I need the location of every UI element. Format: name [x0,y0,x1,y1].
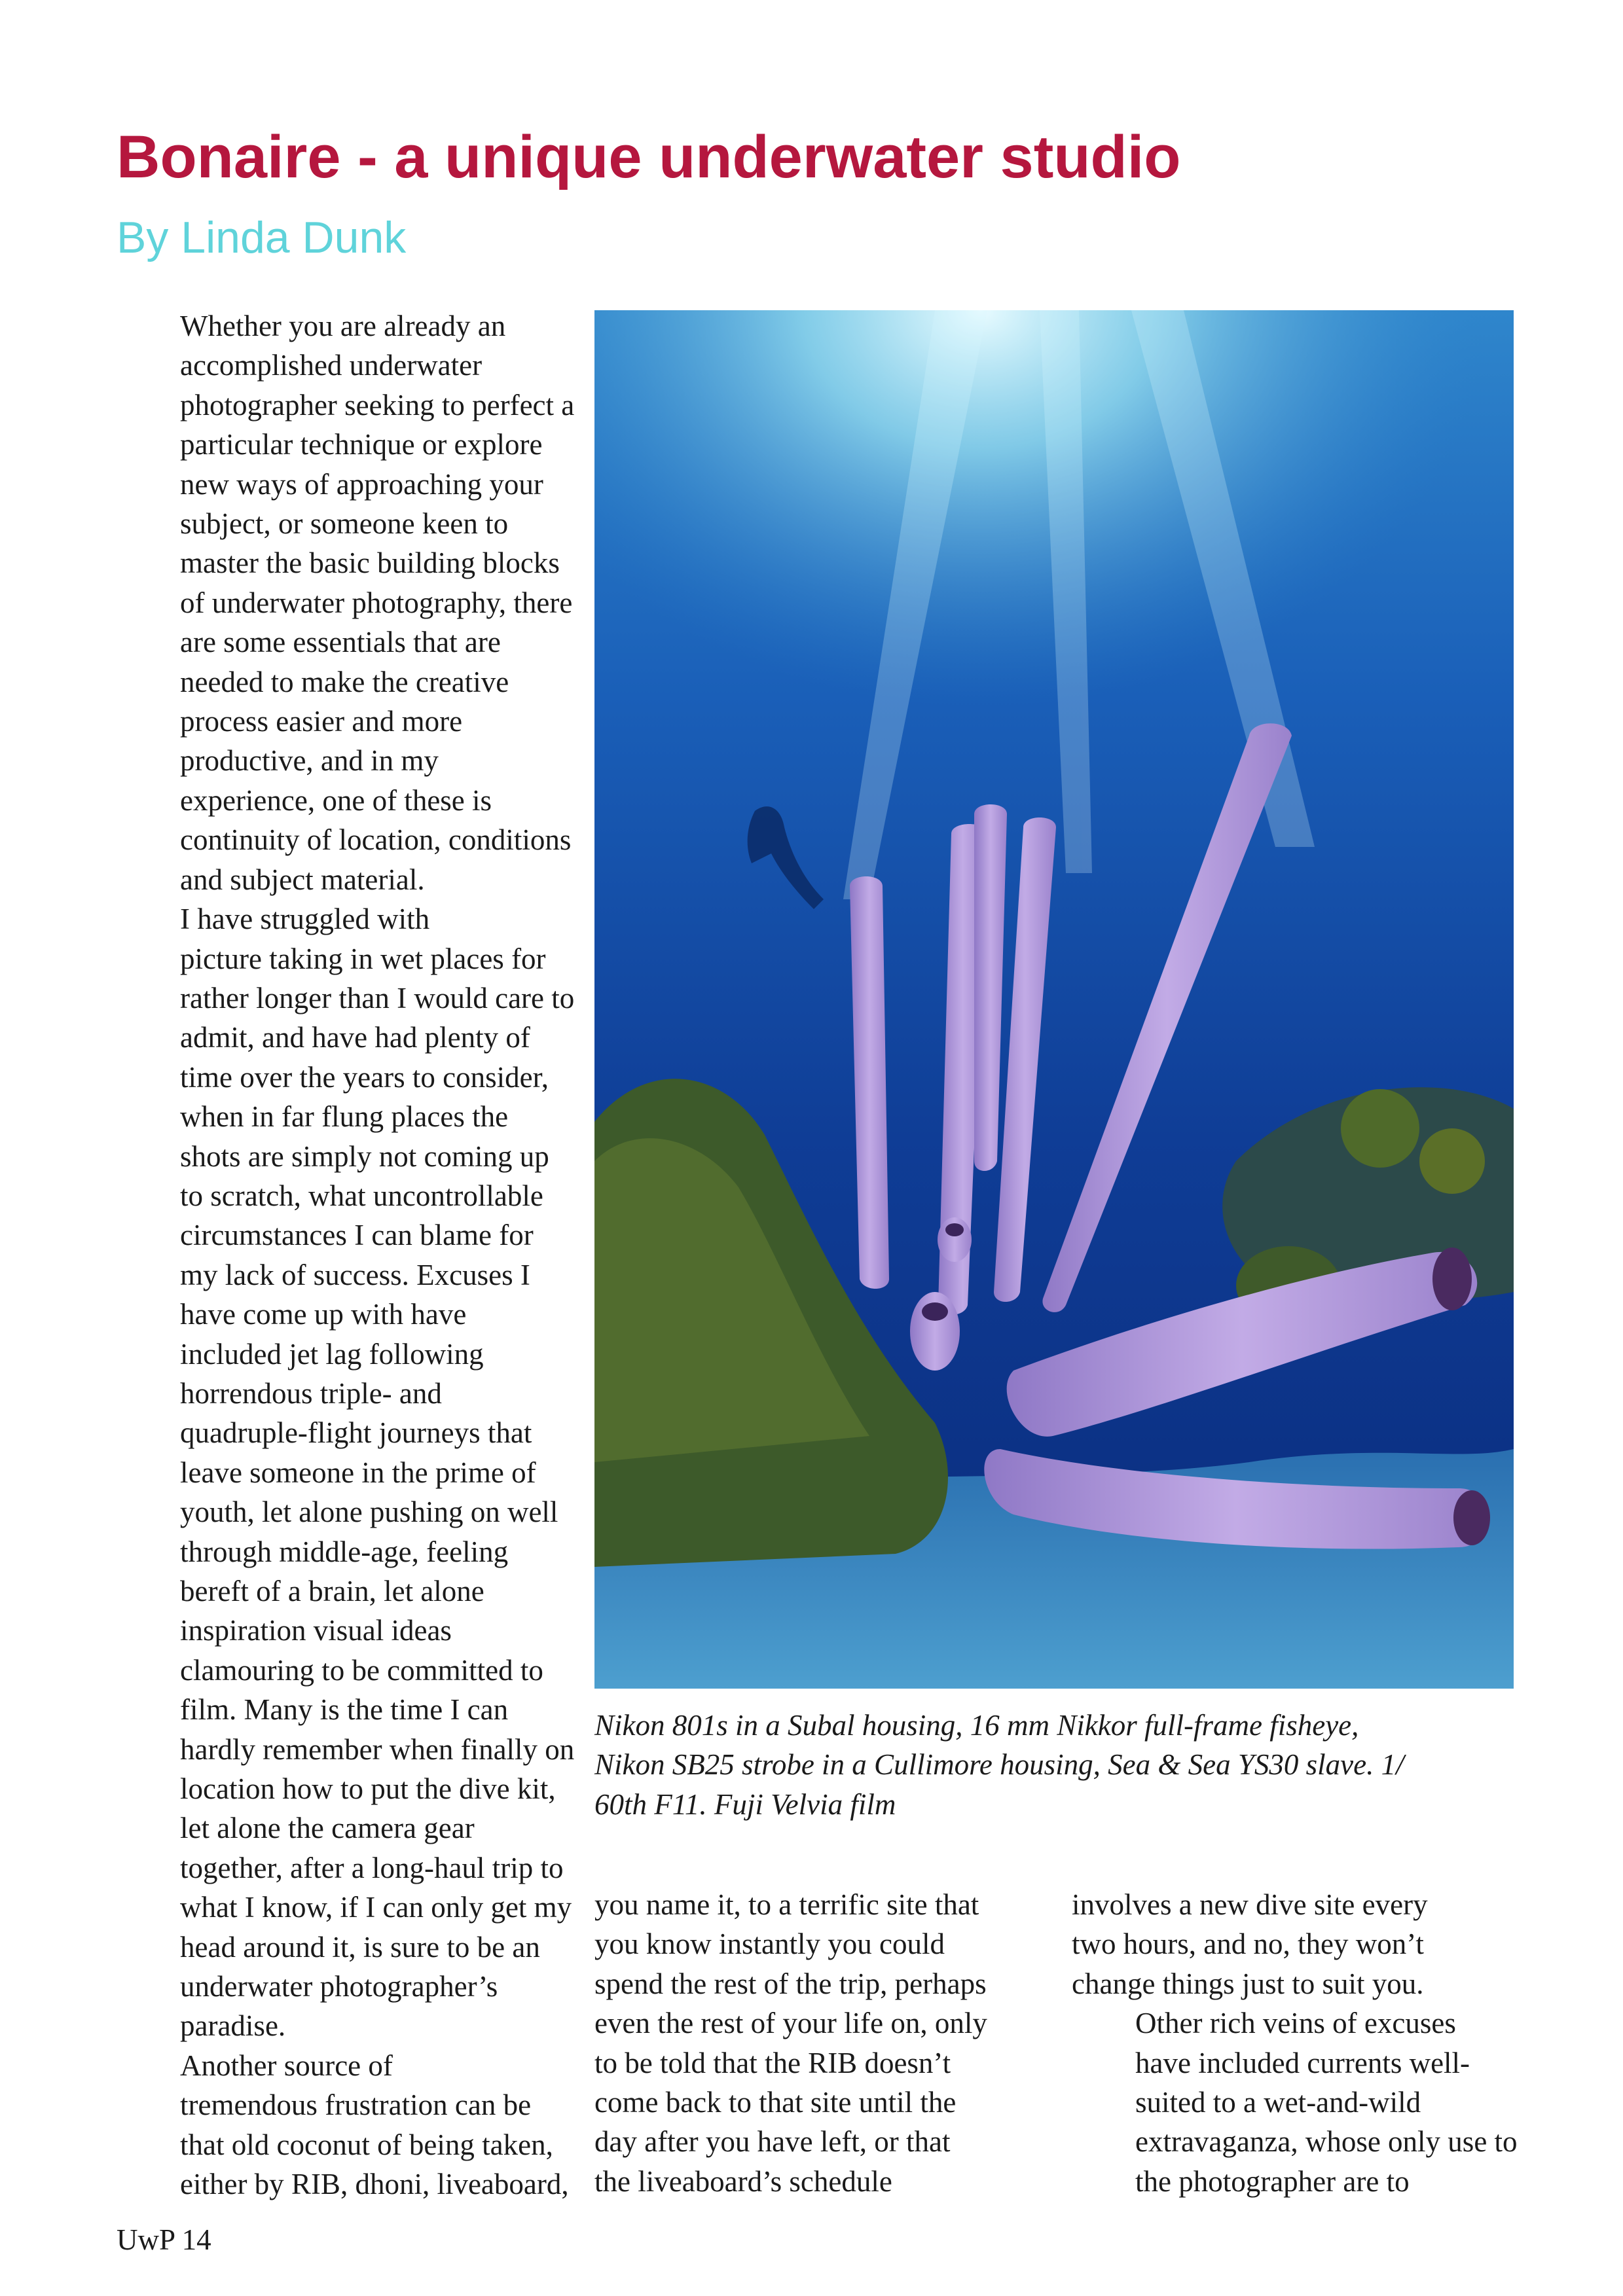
body-column-1 [117,306,575,2204]
text-line: change things just to suit you. [1072,1967,1424,2000]
paragraph-3 [117,2046,568,2204]
paragraph-3-continued [594,1885,1046,2201]
paragraph-2 [117,899,575,2046]
text-line: extravaganza, whose only use to [1135,2125,1518,2159]
photo-caption [594,1706,1514,1824]
article-title: Bonaire - a unique underwater studio [117,124,1181,190]
text-line: inspiration visual ideas [180,1614,452,1647]
text-line: Other rich veins of excuses [1135,2007,1456,2040]
text-line: two hours, and no, they won’t [1072,1928,1424,1961]
text-line: underwater photographer’s [180,1970,498,2003]
sponge-reef-photo [594,310,1514,1689]
text-line: suited to a wet-and-wild [1135,2086,1421,2119]
paragraph-3-end [1072,1885,1523,2003]
text-line: involves a new dive site every [1072,1888,1428,1921]
text-line: bereft of a brain, let alone [180,1575,484,1607]
text-line: new ways of approaching your [180,467,543,501]
text-line: even the rest of your life on, only [594,2007,987,2040]
text-line: photographer seeking to perfect a [180,388,575,422]
text-line: day after you have left, or that [594,2125,951,2159]
text-line: paradise. [180,2009,286,2043]
text-line: process easier and more [180,705,463,738]
text-line: Another source of [180,2049,393,2082]
text-line: my lack of success. Excuses I [180,1258,530,1291]
text-line: picture taking in wet places for [180,942,546,975]
text-line: to be told that the RIB doesn’t [594,2046,951,2079]
text-line: horrendous triple- and [180,1376,442,1410]
text-line: quadruple-flight journeys that [180,1416,532,1450]
paragraph-1 [117,306,575,899]
text-line: I have struggled with [180,903,430,936]
text-line: particular technique or explore [180,428,543,461]
article-byline: By Linda Dunk [117,213,407,262]
text-line: continuity of location, conditions [180,823,572,857]
text-line: and subject material. [180,863,425,896]
text-line: either by RIB, dhoni, liveaboard, [180,2168,569,2201]
text-line: location how to put the dive kit, [180,1772,556,1806]
text-line: have come up with have [180,1298,467,1331]
text-line: shots are simply not coming up [180,1139,549,1173]
body-column-3 [1072,1885,1523,2201]
text-line: rather longer than I would care to [180,981,575,1014]
text-line: the photographer are to [1135,2164,1410,2198]
text-line: the liveaboard’s schedule [594,2164,892,2198]
text-line: Nikon 801s in a Subal housing, 16 mm Nikkor full-frame fisheye, [594,1709,1359,1742]
text-line: included jet lag following [180,1337,484,1371]
text-line: Whether you are already an [180,310,506,342]
page-folio: UwP 14 [117,2223,211,2256]
text-line: youth, let alone pushing on well [180,1496,558,1529]
text-line: when in far flung places the [180,1100,509,1134]
text-line: time over the years to consider, [180,1060,549,1094]
text-line: film. Many is the time I can [180,1693,509,1727]
body-column-2 [594,1885,1046,2201]
text-line: let alone the camera gear [180,1812,475,1845]
text-line: have included currents well- [1135,2046,1470,2079]
text-line: accomplished underwater [180,349,483,382]
text-line: are some essentials that are [180,626,501,659]
text-line: subject, or someone keen to [180,507,509,541]
text-line: 60th F11. Fuji Velvia film [594,1787,896,1821]
text-line: productive, and in my [180,744,439,778]
text-line: you know instantly you could [594,1928,945,1961]
text-line: through middle-age, feeling [180,1535,509,1568]
text-line: master the basic building blocks [180,547,560,580]
text-line: spend the rest of the trip, perhaps [594,1967,987,2000]
text-line: of underwater photography, there [180,586,573,619]
paragraph-4 [1072,2003,1523,2201]
text-line: come back to that site until the [594,2086,957,2119]
text-line: leave someone in the prime of [180,1456,536,1489]
text-line: needed to make the creative [180,665,509,698]
text-line: hardly remember when finally on [180,1732,575,1766]
text-line: together, after a long-haul trip to [180,1851,564,1884]
text-line: clamouring to be committed to [180,1653,543,1687]
text-line: to scratch, what uncontrollable [180,1179,543,1212]
text-line: Nikon SB25 strobe in a Cullimore housing, Sea & Sea YS30 slave. 1/ [594,1748,1404,1782]
text-line: tremendous frustration can be [180,2089,532,2122]
text-line: experience, one of these is [180,783,492,817]
text-line: what I know, if I can only get my [180,1891,572,1924]
text-line: head around it, is sure to be an [180,1930,540,1964]
text-line: admit, and have had plenty of [180,1021,530,1054]
text-line: that old coconut of being taken, [180,2128,553,2161]
text-line: you name it, to a terrific site that [594,1888,979,1921]
text-line: circumstances I can blame for [180,1219,534,1252]
